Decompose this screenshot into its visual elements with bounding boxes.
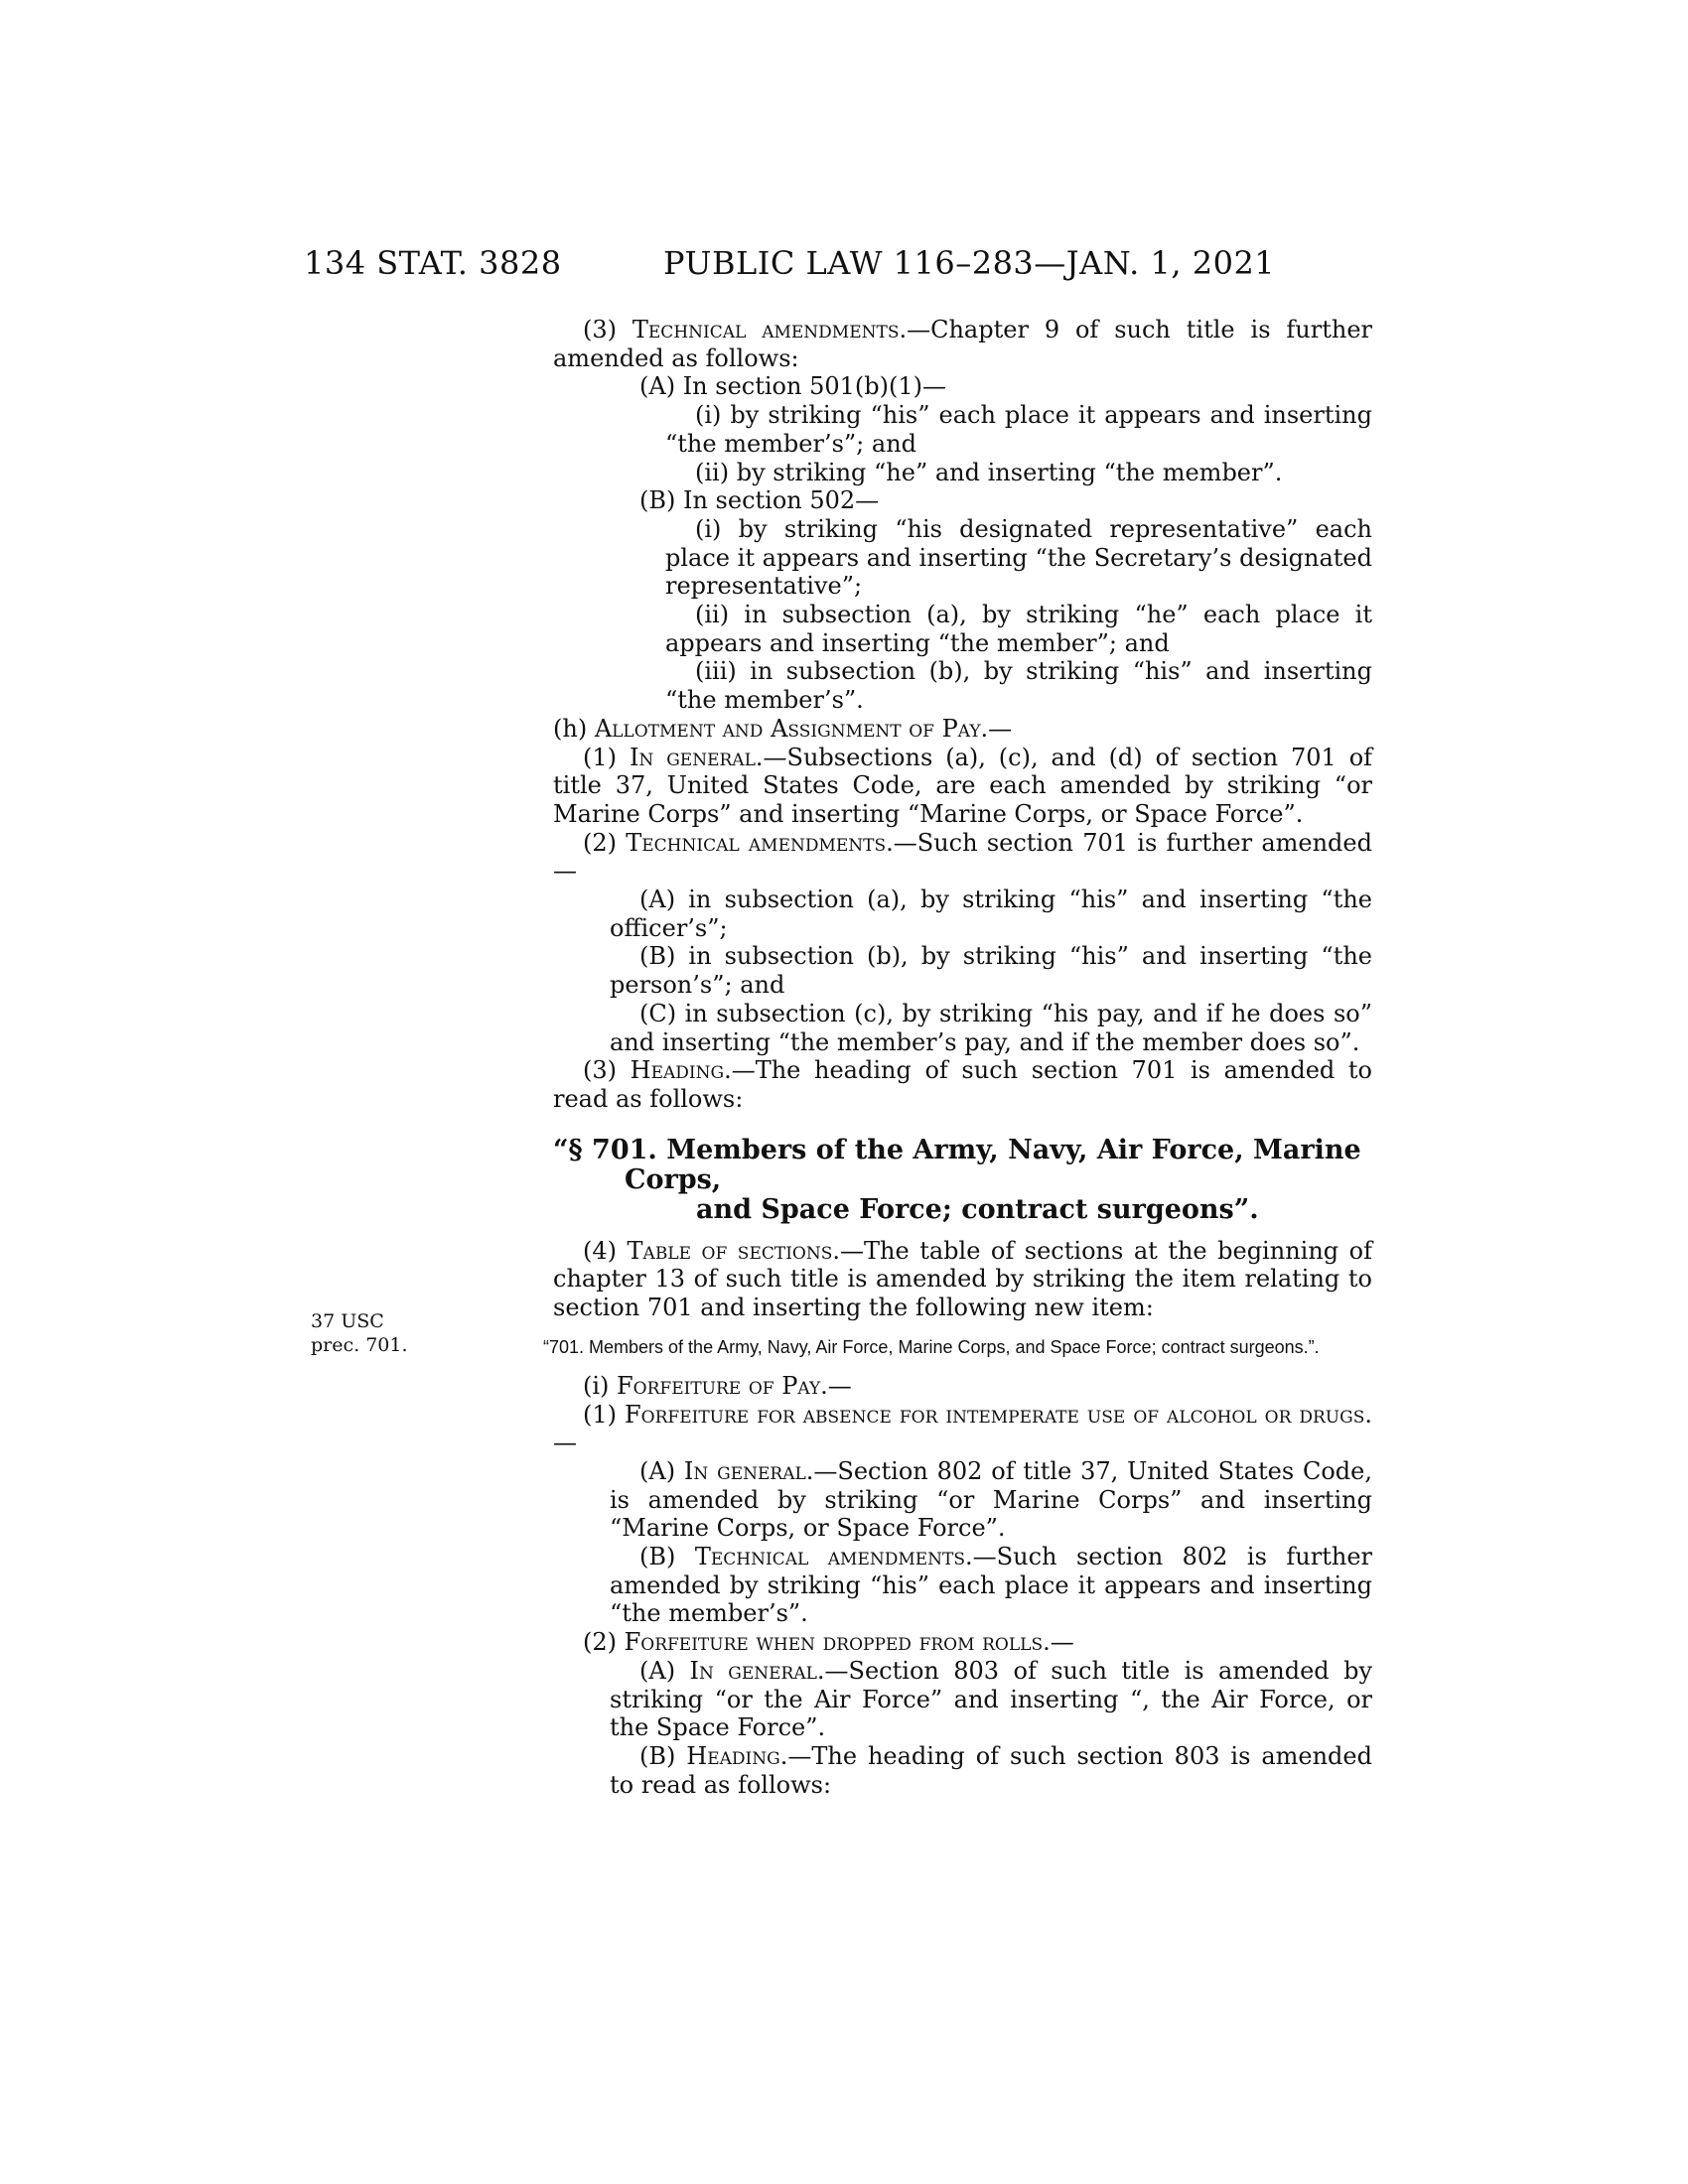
para-caption: In general bbox=[629, 743, 756, 771]
para-label: (B) bbox=[639, 1741, 687, 1770]
paragraph bbox=[553, 1457, 1372, 1543]
para-text: .— bbox=[1043, 1628, 1074, 1657]
page-stat-reference: 134 STAT. 3828 bbox=[304, 244, 562, 282]
para-label: (2) bbox=[583, 1628, 625, 1657]
paragraph: (i) by striking “his designated representative” each place it appears and inserting “the Secretary’s designated representative”; bbox=[665, 514, 1372, 601]
para-caption: Forfeiture of Pay bbox=[617, 1371, 821, 1400]
paragraph: (B) In section 502— bbox=[639, 486, 880, 515]
paragraph bbox=[553, 1401, 1372, 1457]
margin-citation bbox=[311, 1309, 408, 1357]
para-caption: Technical amendments bbox=[694, 1543, 966, 1571]
para-label: (h) bbox=[553, 714, 595, 743]
para-text: .—The heading of such section 803 is amended to read as follows: bbox=[610, 1741, 1372, 1799]
para-label: (B) bbox=[639, 1543, 695, 1571]
section-heading-line: “§ 701. Members of the Army, Navy, Air Force, Marine Corps, bbox=[553, 1134, 1361, 1195]
para-label: (A) bbox=[639, 1656, 690, 1685]
para-label: (4) bbox=[583, 1236, 628, 1265]
para-caption: Technical amendments bbox=[626, 828, 887, 857]
subsection-heading bbox=[553, 1372, 1372, 1401]
paragraph bbox=[553, 1657, 1372, 1742]
paragraph bbox=[553, 829, 1372, 886]
paragraph: (B) in subsection (b), by striking “his” and inserting “the person’s”; and bbox=[610, 942, 1372, 1000]
paragraph bbox=[553, 1056, 1372, 1113]
para-label: (3) bbox=[583, 316, 633, 343]
paragraph bbox=[553, 744, 1372, 829]
section-heading bbox=[553, 1136, 1372, 1225]
para-text: .—The heading of such section 701 is amended to read as follows: bbox=[553, 1056, 1373, 1113]
paragraph: (i) by striking “his” each place it appears and inserting “the member’s”; and bbox=[665, 401, 1372, 458]
para-text: .—The table of sections at the beginning of chapter 13 of such title is amended by striking the item relating to section 701 and inserting the following new item: bbox=[553, 1236, 1372, 1322]
paragraph bbox=[553, 1237, 1372, 1322]
paragraph bbox=[553, 1543, 1372, 1628]
paragraph: (C) in subsection (c), by striking “his pay, and if he does so” and inserting “the member’s pay, and if the member does so”. bbox=[610, 999, 1372, 1056]
paragraph bbox=[553, 316, 1372, 372]
para-text: .— bbox=[980, 714, 1013, 743]
para-label: (1) bbox=[583, 743, 630, 771]
para-label: (2) bbox=[583, 828, 627, 857]
para-text: .—Such section 802 is further amended by striking “his” each place it appears and inserting “the member’s”. bbox=[610, 1543, 1372, 1628]
section-heading-line: and Space Force; contract surgeons”. bbox=[696, 1193, 1259, 1225]
paragraph: (ii) in subsection (a), by striking “he” each place it appears and inserting “the member”; and bbox=[665, 601, 1372, 657]
para-caption: In general bbox=[683, 1456, 806, 1485]
para-label: (3) bbox=[583, 1056, 631, 1085]
para-caption: In general bbox=[689, 1656, 817, 1685]
para-label: (1) bbox=[583, 1400, 626, 1429]
document-body bbox=[543, 316, 1373, 1799]
paragraph: (A) In section 501(b)(1)— bbox=[639, 372, 946, 401]
paragraph: (iii) in subsection (b), by striking “his” and inserting “the member’s”. bbox=[665, 657, 1372, 715]
para-caption: Allotment and Assignment of Pay bbox=[594, 714, 981, 743]
margin-citation-line: 37 USC bbox=[311, 1310, 384, 1332]
paragraph bbox=[553, 1742, 1372, 1799]
table-of-sections-item: “701. Members of the Army, Navy, Air Force, Marine Corps, and Space Force; contract surgeons.”. bbox=[543, 1336, 1320, 1357]
para-text: .—Such section 701 is further amended— bbox=[553, 828, 1372, 886]
para-caption: Forfeiture when dropped from rolls bbox=[624, 1628, 1044, 1657]
para-caption: Heading bbox=[630, 1056, 725, 1085]
page-title: PUBLIC LAW 116–283—JAN. 1, 2021 bbox=[663, 244, 1276, 282]
para-caption: Technical amendments bbox=[632, 316, 900, 343]
para-label: (i) bbox=[583, 1371, 618, 1400]
para-caption: Table of sections bbox=[627, 1236, 833, 1265]
para-text: .—Section 803 of such title is amended by striking “or the Air Force” and inserting “, the Air Force, or the Space Force”. bbox=[610, 1656, 1373, 1742]
para-text: .—Chapter 9 of such title is further amended as follows: bbox=[553, 316, 1372, 372]
para-label: (A) bbox=[639, 1456, 684, 1485]
para-text: .— bbox=[820, 1371, 852, 1400]
para-text: .—Subsections (a), (c), and (d) of section 701 of title 37, United States Code, are each amended by striking “or Marine Corps” and inserting “Marine Corps, or Space Force”. bbox=[553, 743, 1373, 828]
margin-citation-line: prec. 701. bbox=[311, 1334, 408, 1356]
paragraph bbox=[553, 1628, 1372, 1657]
paragraph: (A) in subsection (a), by striking “his” and inserting “the officer’s”; bbox=[610, 886, 1372, 942]
para-text: .—Section 802 of title 37, United States Code, is amended by striking “or Marine Corps” and inserting “Marine Corps, or Space Force”. bbox=[610, 1456, 1373, 1543]
para-text: .— bbox=[553, 1400, 1373, 1457]
paragraph: (ii) by striking “he” and inserting “the member”. bbox=[695, 458, 1283, 486]
para-caption: Heading bbox=[686, 1741, 780, 1770]
para-caption: Forfeiture for absence for intemperate use of alcohol or drugs bbox=[625, 1400, 1365, 1429]
subsection-heading bbox=[553, 715, 1372, 744]
